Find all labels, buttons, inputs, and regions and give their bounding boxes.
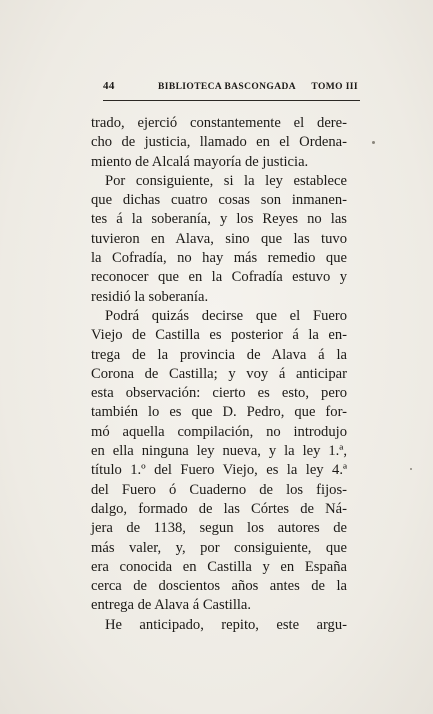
text-line: entrega de Alava á Castilla.	[91, 597, 252, 614]
text-line: dalgo, formado de las Córtes de Ná-	[91, 500, 347, 517]
text-line: jera de 1138, segun los autores de	[91, 520, 347, 537]
paper-speck	[410, 468, 412, 470]
text-line: trado, ejerció constantemente el dere-	[91, 115, 347, 131]
running-title: BIBLIOTECA BASCONGADA	[158, 82, 296, 92]
volume-label: TOMO III	[311, 82, 358, 92]
text-line: en ella ninguna ley nueva, y la ley 1.ª,	[91, 443, 347, 460]
text-line: tes á la soberanía, y los Reyes no las	[91, 211, 347, 228]
text-line: cho de justicia, llamado en el Ordena-	[91, 134, 347, 151]
text-line: reconocer que en la Cofradía estuvo y	[91, 269, 347, 286]
text-line: Corona de Castilla; y voy á anticipar	[91, 365, 347, 382]
text-line: cerca de doscientos años antes de la	[91, 578, 347, 595]
body-text	[91, 114, 347, 635]
text-line: más valer, y, por consiguiente, que	[91, 539, 347, 556]
text-line: también lo es que D. Pedro, que for-	[91, 404, 347, 421]
running-header	[103, 80, 358, 98]
text-line: esta observación: cierto es esto, pero	[91, 385, 347, 402]
text-line: era conocida en Castilla y en España	[91, 558, 347, 575]
text-line: Por consiguiente, si la ley establece	[105, 172, 347, 189]
header-rule	[103, 100, 360, 101]
text-line: Podrá quizás decirse que el Fuero	[105, 307, 347, 324]
text-line: residió la soberanía.	[91, 288, 209, 305]
text-line: miento de Alcalá mayoría de justicia.	[91, 153, 309, 170]
text-line: del Fuero ó Cuaderno de los fijos-	[91, 481, 347, 498]
text-line: trega de la provincia de Alava á la	[91, 346, 347, 363]
page-number: 44	[103, 80, 115, 92]
text-line: mó aquella compilación, no introdujo	[91, 423, 347, 440]
paper-speck	[372, 141, 375, 144]
text-line: Viejo de Castilla es posterior á la en-	[91, 327, 347, 344]
text-line: la Cofradía, no hay más remedio que	[91, 250, 347, 267]
text-line: He anticipado, repito, este argu-	[105, 616, 347, 633]
text-line: que dichas cuatro cosas son inmanen-	[91, 192, 347, 209]
text-line: título 1.º del Fuero Viejo, es la ley 4.ª	[91, 462, 347, 479]
text-line: tuvieron en Alava, sino que las tuvo	[91, 230, 347, 247]
